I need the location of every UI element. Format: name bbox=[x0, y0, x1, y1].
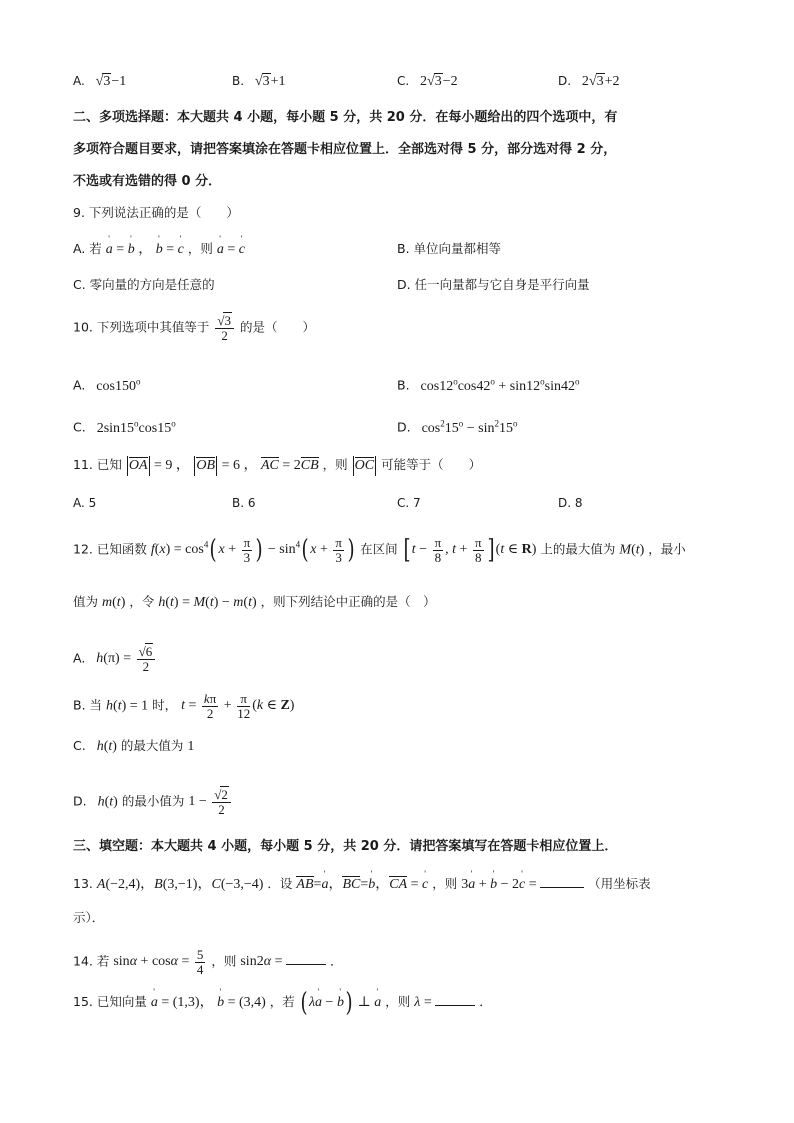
q10-stem-post: 的是（ ） bbox=[239, 319, 315, 335]
q14-then: ，则 bbox=[211, 953, 237, 969]
q9-option-a-math1: ' a = ' b ， ' b = ' c bbox=[106, 242, 184, 257]
q12-h-def-math: h(t) = M(t) − m(t) bbox=[158, 595, 257, 610]
q10-option-c-label: C. bbox=[73, 419, 86, 435]
q11-stem-post: 可能等于（ ） bbox=[381, 457, 482, 473]
q12-option-d-math: h(t) bbox=[97, 794, 118, 810]
prev-option-c-label: C. bbox=[397, 74, 410, 88]
q10-option-b bbox=[397, 377, 579, 394]
q12-stem-end: ，最小 bbox=[648, 541, 686, 557]
prev-option-b-label: B. bbox=[232, 74, 245, 88]
q12-stem-mid: 在区间 bbox=[360, 541, 398, 557]
q9-option-a-math2: ' a = ' c bbox=[217, 242, 245, 257]
section2-line1: 二、多项选择题：本大题共 4 小题，每小题 5 分，共 20 分．在每小题给出的四个选项中，有 bbox=[73, 110, 618, 125]
section2-line2: 多项符合题目要求，请把答案填涂在答题卡相应位置上．全部选对得 5 分，部分选对得 2 分， bbox=[73, 142, 617, 157]
q12-option-c-label: C. bbox=[73, 738, 86, 753]
q14-pre: 14. 若 bbox=[73, 953, 110, 969]
q12-option-b-math1: h(t) = 1 bbox=[106, 698, 149, 714]
q13-label: 13. bbox=[73, 876, 93, 891]
q12-option-a bbox=[73, 645, 157, 673]
q10-option-a-label: A. bbox=[73, 377, 86, 393]
prev-option-d-math: 2√3+2 bbox=[574, 74, 620, 89]
prev-option-a-math: √3−1 bbox=[88, 74, 127, 89]
q14-stem bbox=[73, 948, 342, 976]
q15-stem bbox=[73, 990, 492, 1016]
prev-option-d-label: D. bbox=[558, 74, 572, 88]
q14-end: ． bbox=[329, 953, 343, 969]
q11-option-a: A. 5 bbox=[73, 496, 97, 510]
q11-stem-pre: 11. 已知 bbox=[73, 457, 122, 473]
q13-then: ，则 bbox=[432, 876, 458, 891]
prev-option-d bbox=[558, 75, 619, 89]
q9-option-a-if: 若 bbox=[89, 241, 102, 256]
q11-option-b: B. 6 bbox=[232, 496, 256, 510]
prev-option-b bbox=[232, 75, 285, 89]
q10-option-c-math: 2sin15$^o$cos15$^o$ bbox=[89, 418, 176, 436]
prev-option-a-label: A. bbox=[73, 74, 85, 88]
q10-option-a bbox=[73, 377, 140, 394]
q12-stem-line1 bbox=[73, 536, 686, 564]
q13-points-math: A(−2,4)，B(3,−1)，C(−3,−4) bbox=[96, 877, 264, 892]
q10-option-d-label: D. bbox=[397, 419, 411, 435]
q12-option-c-value: 1 bbox=[187, 739, 195, 754]
q12-option-b-mid: 时， bbox=[152, 697, 178, 713]
q10-option-b-label: B. bbox=[397, 377, 410, 393]
q15-pre: 15. 已知向量 bbox=[73, 994, 147, 1010]
q12-stem-post: 上的最大值为 bbox=[540, 541, 616, 557]
q12-option-d-label: D. bbox=[73, 793, 87, 809]
q12-option-b-label: B. 当 bbox=[73, 697, 103, 713]
q12-stem2-post: ，则下列结论中正确的是（ ） bbox=[260, 594, 436, 609]
q12-option-d-text: 的最小值为 bbox=[121, 793, 185, 809]
q9-option-a bbox=[73, 243, 245, 257]
q15-answer-blank[interactable] bbox=[435, 995, 475, 1006]
q12-stem-line2 bbox=[73, 596, 436, 610]
q12-function-math: $f(x) = \cos^4$( x + $\frac{\pi}{3}$ ) − $\sin^4$( x + $\frac{\pi}{3}$ ) bbox=[150, 535, 355, 566]
q15-if: ，若 bbox=[269, 994, 295, 1010]
q11-math1: OA = 9 ， OB = 6 ， AC = 2CB bbox=[126, 458, 319, 473]
q9-option-d: D. 任一向量都与它自身是平行向量 bbox=[397, 277, 590, 292]
q11-option-c: C. 7 bbox=[397, 496, 421, 510]
prev-option-a bbox=[73, 75, 126, 89]
q11-stem-then: ，则 bbox=[322, 457, 348, 473]
q10-option-a-math: cos150$^o$ bbox=[89, 376, 141, 394]
q12-stem2-pre: 值为 bbox=[73, 594, 99, 609]
q13-post: （用坐标表 bbox=[588, 876, 651, 891]
q12-option-c-math: h(t) bbox=[96, 739, 117, 754]
q9-option-a-label: A. bbox=[73, 241, 86, 256]
q11-math2: OC bbox=[352, 458, 377, 473]
q12-stem-pre: 12. 已知函数 bbox=[73, 541, 147, 557]
q13-set: ．设 bbox=[267, 876, 293, 891]
q10-stem-pre: 10. 下列选项中其值等于 bbox=[73, 319, 210, 335]
q15-math3: λ = bbox=[414, 995, 475, 1010]
q13-line2: 示）． bbox=[73, 910, 105, 925]
section2-line3: 不选或有选错的得 0 分． bbox=[73, 174, 222, 189]
q12-option-a-math: h(π) = $\frac{√6}{2}$ bbox=[89, 651, 157, 666]
q15-end: ． bbox=[479, 994, 492, 1010]
q9-option-c: C. 零向量的方向是任意的 bbox=[73, 277, 215, 292]
q12-max-math: M(t) bbox=[619, 542, 645, 558]
q15-then: ，则 bbox=[385, 994, 411, 1010]
prev-option-c bbox=[397, 75, 458, 89]
q11-stem bbox=[73, 456, 481, 476]
q9-stem: 9. 下列说法正确的是（ ） bbox=[73, 205, 239, 220]
q12-min-math: m(t) bbox=[102, 595, 126, 610]
q15-math1: ' a = (1,3)， ' b = (3,4) bbox=[151, 995, 266, 1010]
q11-option-d: D. 8 bbox=[558, 496, 583, 510]
q15-math2: ( λ' a − ' b) ⊥ ' a bbox=[299, 995, 381, 1010]
q12-option-b-math2: t = $\frac{k\pi}{2}$ + $\frac{\pi}{12}$ (k ∈ Z) bbox=[181, 691, 295, 721]
q14-answer-blank[interactable] bbox=[286, 954, 326, 965]
section3-heading: 三、填空题：本大题共 4 小题，每小题 5 分，共 20 分．请把答案填写在答题卡相应位置上． bbox=[73, 839, 618, 854]
q13-expr-math: 3' a + ' b − 2' c = bbox=[461, 877, 584, 892]
prev-option-b-math: √3+1 bbox=[247, 74, 286, 89]
q12-option-c bbox=[73, 740, 194, 754]
q10-option-b-math: $\cos 12^o\cos 42^o + \sin 12^o\sin 42^o$ bbox=[413, 376, 580, 394]
q9-option-b: B. 单位向量都相等 bbox=[397, 241, 502, 256]
q10-fraction: $\frac{√3}{2}$ bbox=[215, 314, 234, 342]
q14-math1: sinα + cosα = $\frac{5}{4}$ bbox=[113, 947, 204, 977]
q10-stem bbox=[73, 314, 315, 342]
q12-option-d bbox=[73, 788, 233, 816]
prev-option-c-math: 2√3−2 bbox=[413, 74, 458, 89]
q13-vectors-math: AB=' a，BC=' b，CA = ' c bbox=[296, 877, 428, 892]
q14-math2: sin2α = bbox=[240, 954, 326, 969]
q12-option-d-value: 1 − $\frac{√2}{2}$ bbox=[188, 794, 233, 809]
q12-stem2-mid: ，令 bbox=[129, 594, 155, 609]
q12-option-c-text: 的最大值为 bbox=[120, 738, 184, 753]
q10-option-d bbox=[397, 419, 518, 436]
q13-stem bbox=[73, 877, 651, 892]
q12-option-b bbox=[73, 692, 294, 720]
q12-option-a-label: A. bbox=[73, 650, 86, 666]
q13-answer-blank[interactable] bbox=[540, 877, 584, 888]
q12-interval-math: [ t − $\frac{\pi}{8}$ , t + $\frac{\pi}{8}$ ] (t ∈ R) bbox=[403, 535, 537, 566]
q10-option-d-math: $\cos^215^o - \sin^215^o$ bbox=[414, 418, 518, 436]
q9-option-a-then: ，则 bbox=[187, 241, 213, 256]
q10-option-c bbox=[73, 419, 176, 436]
